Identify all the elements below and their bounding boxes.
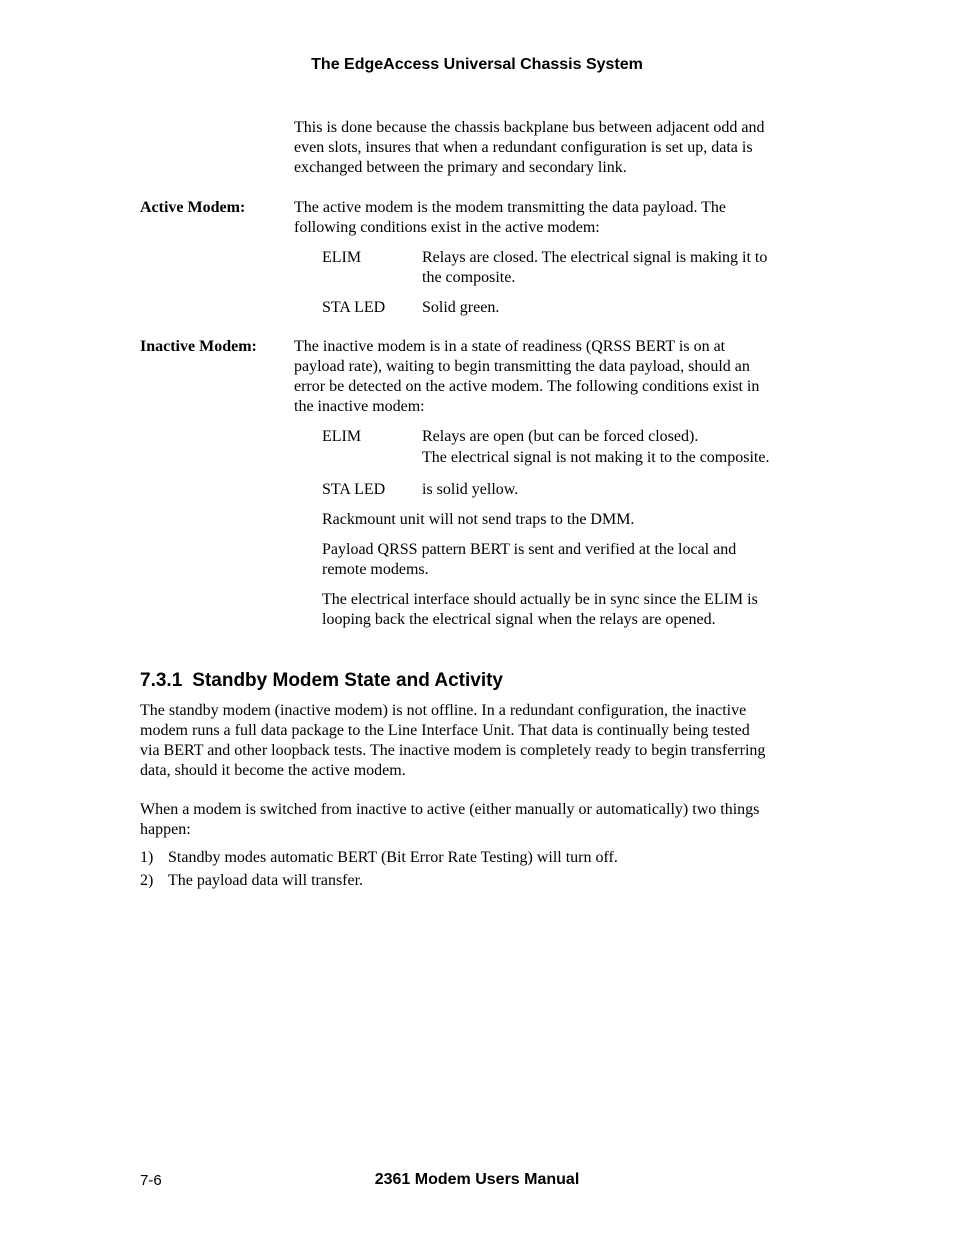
text-line: following conditions exist in the active modem: xyxy=(294,219,600,236)
text-line: even slots, insures that when a redundant configuration is set up, data is xyxy=(294,139,753,156)
text-line: The inactive modem is in a state of readiness (QRSS BERT is on at xyxy=(294,338,726,355)
text-line: The active modem is the modem transmitting the data payload. The xyxy=(294,199,727,216)
note-line: looping back the electrical signal when the relays are opened. xyxy=(322,611,716,628)
condition-value: Relays are closed. The electrical signal is making it to xyxy=(422,249,768,266)
condition-key: STA LED xyxy=(322,299,386,316)
list-number: 1) xyxy=(140,849,154,866)
text-line: payload rate), waiting to begin transmitting the data payload, should an xyxy=(294,358,750,375)
note-line: Payload QRSS pattern BERT is sent and verified at the local and xyxy=(322,541,737,558)
section-number: 7.3.1 xyxy=(140,670,183,691)
list-item: Standby modes automatic BERT (Bit Error Rate Testing) will turn off. xyxy=(168,849,618,866)
list-number: 2) xyxy=(140,872,154,889)
condition-value: Solid green. xyxy=(422,299,500,316)
text-line: happen: xyxy=(140,821,191,838)
text-line: via BERT and other loopback tests. The inactive modem is completely ready to begin transferring xyxy=(140,742,766,759)
running-header: The EdgeAccess Universal Chassis System xyxy=(311,56,643,73)
text-line: This is done because the chassis backplane bus between adjacent odd and xyxy=(294,119,765,136)
active-modem-term: Active Modem: xyxy=(140,199,246,216)
section-heading xyxy=(140,669,503,693)
condition-value: The electrical signal is not making it to the composite. xyxy=(422,449,770,466)
text-line: the inactive modem: xyxy=(294,398,425,415)
text-line: data, should it become the active modem. xyxy=(140,762,406,779)
page-number: 7-6 xyxy=(140,1172,162,1189)
condition-value: Relays are open (but can be forced closed). xyxy=(422,428,699,445)
text-line: error be detected on the active modem. The following conditions exist in xyxy=(294,378,760,395)
condition-value: the composite. xyxy=(422,269,516,286)
footer-title: 2361 Modem Users Manual xyxy=(374,1171,580,1188)
note-line: The electrical interface should actually be in sync since the ELIM is xyxy=(322,591,758,608)
condition-key: ELIM xyxy=(322,428,362,445)
condition-value: is solid yellow. xyxy=(422,481,519,498)
note-line: remote modems. xyxy=(322,561,429,578)
inactive-modem-term: Inactive Modem: xyxy=(140,338,257,355)
condition-key: ELIM xyxy=(322,249,362,266)
note-line: Rackmount unit will not send traps to the DMM. xyxy=(322,511,635,528)
section-title: Standby Modem State and Activity xyxy=(192,670,504,691)
text-line: The standby modem (inactive modem) is not offline. In a redundant configuration, the inactive xyxy=(140,702,747,719)
text-line: When a modem is switched from inactive to active (either manually or automatically) two things xyxy=(140,801,760,818)
text-line: modem runs a full data package to the Line Interface Unit. That data is continually being tested xyxy=(140,722,750,739)
condition-key: STA LED xyxy=(322,481,386,498)
list-item: The payload data will transfer. xyxy=(168,872,364,889)
text-line: exchanged between the primary and secondary link. xyxy=(294,159,627,176)
